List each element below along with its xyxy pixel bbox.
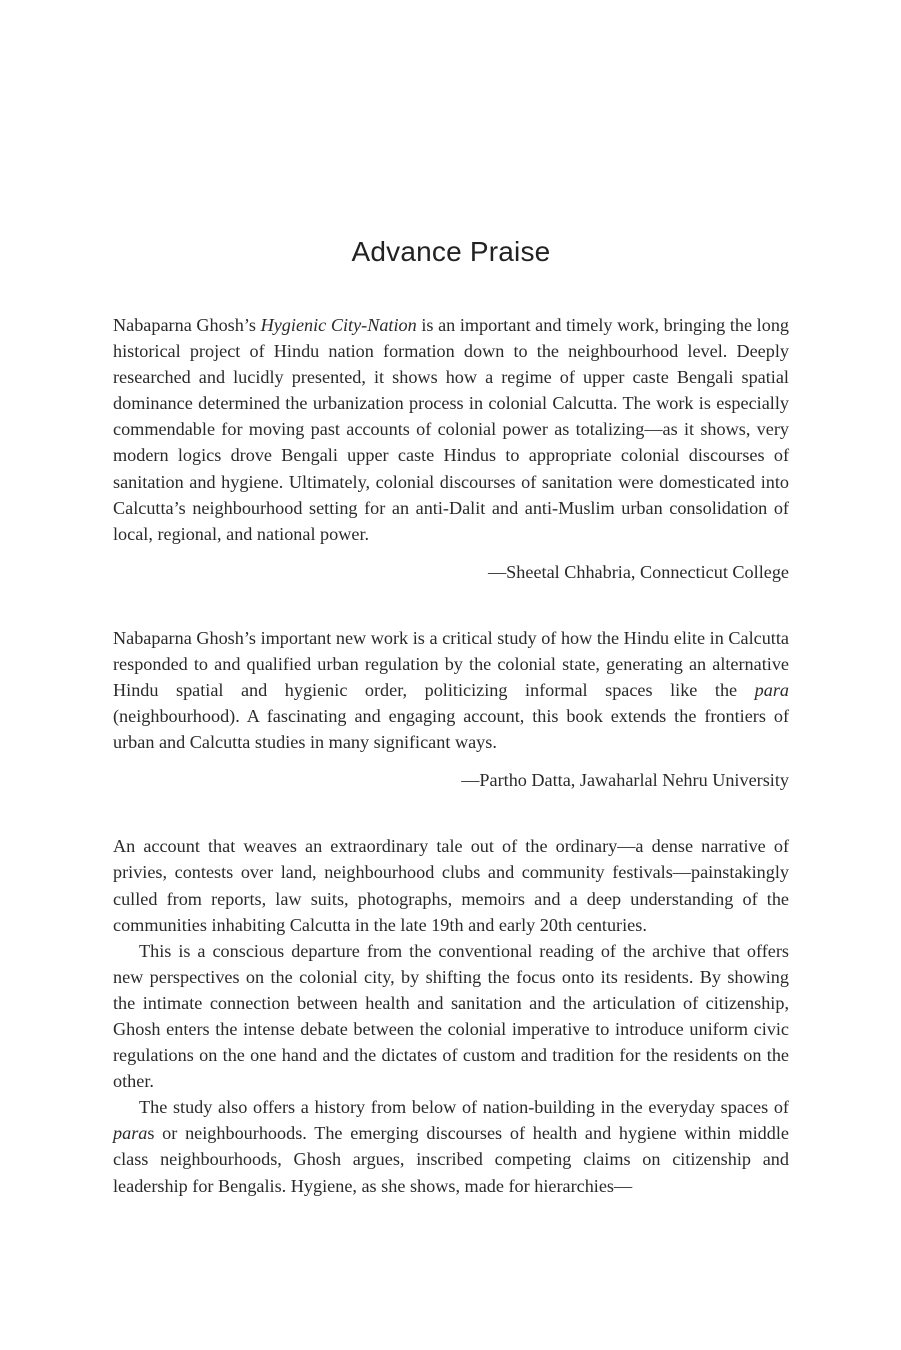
praise-block-chhabria bbox=[113, 312, 789, 585]
praise-attribution: —Sheetal Chhabria, Connecticut College bbox=[487, 561, 789, 582]
praise-paragraph bbox=[113, 312, 789, 547]
praise-text: An account that weaves an extraordinary tale out of the ordinary—a dense narrative of privies, contests over land, neighbourhood clubs and community festivals—painstakingly culled from reports, law suits, photographs, memoirs and a deep understanding of the communities inhabiting Calcutta in the late 19th and early 20th centuries. bbox=[113, 836, 789, 935]
term-italic: para bbox=[754, 680, 789, 701]
praise-text: This is a conscious departure from the conventional reading of the archive that offers new perspectives on the colonial city, by shifting the focus onto its residents. By showing the intimate connection between health and sanitation and the articulation of citizenship, Ghosh enters the intense debate between the colonial imperative to introduce uniform civic regulations on the one hand and the dictates of custom and tradition for the residents on the other. bbox=[113, 940, 789, 1092]
praise-text: (neighbourhood). A fascinating and engaging account, this book extends the frontiers of urban and Calcutta studies in many significant ways. bbox=[113, 706, 789, 753]
praise-text: The study also offers a history from below of nation-building in the everyday spaces of bbox=[139, 1097, 789, 1118]
page-title: Advance Praise bbox=[351, 236, 551, 267]
praise-paragraph bbox=[113, 938, 789, 1095]
praise-paragraph bbox=[113, 1094, 789, 1198]
praise-text: Nabaparna Ghosh’s important new work is a critical study of how the Hindu elite in Calcutta responded to and qualified urban regulation by the colonial state, generating an alternative Hindu spatial and hygienic order, politicizing informal spaces like the bbox=[113, 627, 789, 701]
praise-block-third bbox=[113, 833, 789, 1198]
term-italic: para bbox=[113, 1123, 148, 1144]
praise-attribution: —Partho Datta, Jawaharlal Nehru University bbox=[461, 770, 789, 791]
book-title-italic: Hygienic City-Nation bbox=[260, 315, 417, 335]
praise-paragraph bbox=[113, 833, 789, 937]
praise-text: is an important and timely work, bringing the long historical project of Hindu nation formation down to the neighbourhood level. Deeply researched and lucidly presented, it shows how a regime of upper caste Bengali spatial dominance determined the urbanization process in colonial Calcutta. The work is especially commendable for moving past accounts of colonial power as totalizing—as it shows, very modern logics drove Bengali upper caste Hindus to appropriate colonial discourses of sanitation and hygiene. Ultimately, colonial discourses of sanitation were domesticated into Calcutta’s neighbourhood setting for an anti-Dalit and anti-Muslim urban consolidation of local, regional, and national power. bbox=[113, 315, 790, 544]
praise-text: s or neighbourhoods. The emerging discourses of health and hygiene within middle class neighbourhoods, Ghosh argues, inscribed competing claims on citizenship and leadership for Bengalis. Hygiene, as she shows, made for hierarchies— bbox=[113, 1123, 789, 1196]
book-page bbox=[113, 236, 789, 1199]
praise-paragraph bbox=[113, 625, 789, 755]
praise-text: Nabaparna Ghosh’s bbox=[113, 315, 261, 335]
praise-block-datta bbox=[113, 625, 789, 793]
